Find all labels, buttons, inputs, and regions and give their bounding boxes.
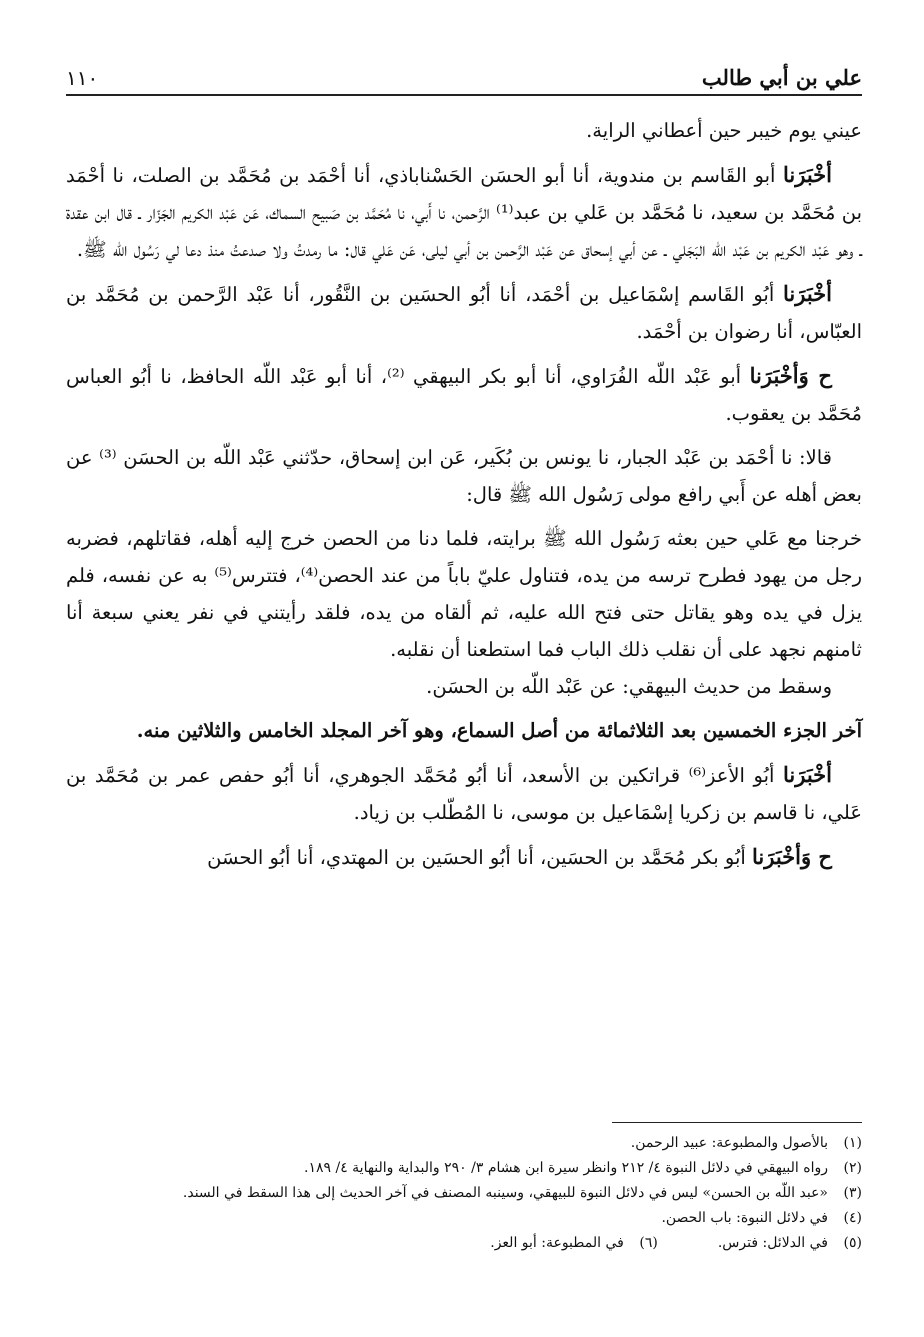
paragraph-1 — [66, 112, 862, 149]
paragraph-6 — [66, 520, 862, 668]
chain-keyword: أخْبَرَنا — [783, 281, 832, 306]
paragraph-3 — [66, 275, 862, 350]
footnote-number: (٢) — [843, 1160, 862, 1176]
footnote-number: (٦) — [639, 1235, 658, 1251]
footnote-text: في دلائل النبوة: باب الحصن. — [661, 1210, 828, 1226]
paragraph-4 — [66, 357, 862, 432]
paragraph-text: أبو القَاسم بن مندوية، أنا أبو الحسَن الحَسْناباذي، أنا أحْمَد بن مُحَمَّد بن الصلت، نا أحْمَد بن مُحَمَّد بن سعيد، نا مُحَمَّد بن عَلي بن عبد⁽¹⁾ الرَّحمن، نا أَبي، نا مُحَمَّد بن صَبيح السماك، عَن عَبْد الكريم الجَزّار ـ قال ابن عقدة ـ وهو عَبْد الكريم بن عَبْد اللّه البَجَلي ـ عن أبي إسحاق عن عَبْد الرَّحمن بن أبي ليلى، عَن عَلي قال: ما رمدتُ ولا صدعتُ منذ دعا لي رَسُول الله ﷺ. — [66, 164, 862, 261]
paragraph-text: أبو عَبْد اللّه الفُرَاوي، أنا أبو بكر البيهقي ⁽²⁾، أنا أبو عَبْد اللّه الحافظ، نا أبُو العباس مُحَمَّد بن يعقوب. — [66, 365, 862, 425]
paragraph-2 — [66, 156, 862, 268]
footnote-5 — [718, 1231, 862, 1256]
footnote-1 — [66, 1131, 862, 1156]
paragraph-text: أبُو القَاسم إسْمَاعيل بن أحْمَد، أنا أبُو الحسَين بن النَّقُور، أنا عَبْد الرَّحمن بن مُحَمَّد بن العبّاس، أنا رضوان بن أحْمَد. — [66, 283, 862, 343]
footnote-text: بالأصول والمطبوعة: عبيد الرحمن. — [630, 1135, 828, 1151]
paragraph-text: أبُو بكر مُحَمَّد بن الحسَين، أنا أبُو الحسَين بن المهتدي، أنا أبُو الحسَن — [207, 846, 752, 869]
paragraph-text: قالا: نا أحْمَد بن عَبْد الجبار، نا يونس بن بُكَير، عَن ابن إسحاق، حدّثني عَبْد اللّه بن الحسَن ⁽³⁾ عن بعض أهله عن أَبي رافع مولى رَسُول الله ﷺ قال: — [66, 446, 862, 506]
chain-keyword: أخْبَرَنا — [783, 762, 832, 787]
paragraph-10 — [66, 838, 862, 876]
section-note: آخر الجزء الخمسين بعد الثلاثمائة من أصل السماع، وهو آخر المجلد الخامس والثلاثين منه. — [136, 719, 862, 742]
footnote-text: رواه البيهقي في دلائل النبوة ٤/ ٢١٢ وانظر سيرة ابن هشام ٣/ ٢٩٠ والبداية والنهاية ٤/ ١٨٩. — [304, 1160, 828, 1176]
footnote-number: (١) — [843, 1135, 862, 1151]
footnote-text: «عبد اللّه بن الحسن» ليس في دلائل النبوة للبيهقي، وسينبه المصنف في آخر الحديث إلى هذا السقط في السند. — [182, 1185, 828, 1201]
paragraph-text: أبُو الأعز⁽⁶⁾ قراتكين بن الأسعد، أنا أبُو مُحَمَّد الجوهري، أنا أبُو حفص عمر بن مُحَمَّد بن عَلي، نا قاسم بن زكريا إسْمَاعيل بن موسى، نا المُطّلب بن زياد. — [66, 764, 862, 824]
footnote-2 — [66, 1156, 862, 1181]
hadith-text: خرجنا مع عَلي حين بعثه رَسُول الله ﷺ برايته، فلما دنا من الحصن خرج إليه أهله، فقاتلهم، فضربه رجل من يهود فطرح ترسه من يده، فتناول عليّ باباً من عند الحصن⁽⁴⁾، فتترس⁽⁵⁾ به عن نفسه، فلم يزل في يده وهو يقاتل حتى فتح الله عليه، ثم ألقاه من يده، فلقد رأيتني في نفر يعني سبعة أنا ثامنهم نجهد على أن نقلب ذلك الباب فما استطعنا أن نقلبه. — [66, 527, 863, 661]
running-header — [66, 58, 862, 96]
footnote-number: (٤) — [843, 1210, 862, 1226]
footnote-row-5-6 — [66, 1231, 862, 1256]
paragraph-text: عيني يوم خيبر حين أعطاني الراية. — [586, 119, 862, 142]
running-title: علي بن أبي طالب — [701, 65, 862, 90]
footnote-6 — [490, 1231, 658, 1256]
chain-keyword: ح وَأخْبَرَنا — [752, 844, 832, 869]
paragraph-9 — [66, 756, 862, 831]
footnotes — [66, 1122, 862, 1256]
chain-keyword: أخْبَرَنا — [783, 162, 832, 187]
paragraph-8 — [66, 712, 862, 749]
footnote-text: في الدلائل: فترس. — [717, 1235, 828, 1251]
chain-keyword: ح وَأخْبَرَنا — [749, 363, 832, 388]
footnote-number: (٣) — [843, 1185, 862, 1201]
paragraph-5 — [66, 439, 862, 513]
main-text — [66, 112, 862, 876]
page-number: ١١٠ — [66, 66, 99, 90]
footnote-divider — [612, 1122, 862, 1123]
footnote-number: (٥) — [843, 1235, 862, 1251]
paragraph-text: وسقط من حديث البيهقي: عن عَبْد اللّه بن الحسَن. — [426, 675, 832, 698]
footnote-4 — [66, 1206, 862, 1231]
paragraph-7 — [66, 668, 862, 705]
footnote-3 — [66, 1181, 862, 1206]
footnote-text: في المطبوعة: أبو العز. — [490, 1235, 624, 1251]
